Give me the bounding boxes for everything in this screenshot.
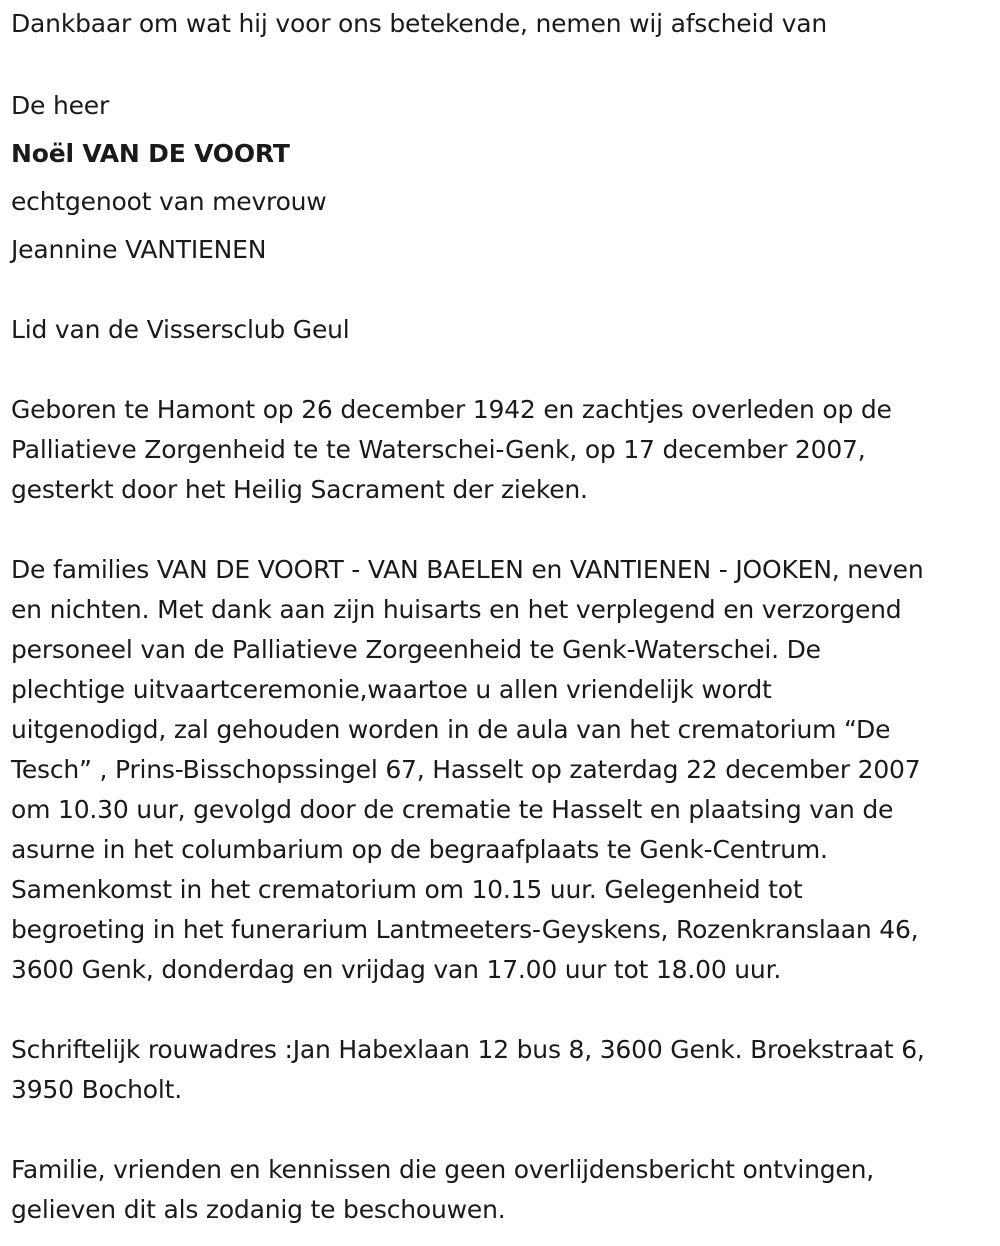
paragraph-line: plechtige uitvaartceremonie,waartoe u allen vriendelijk wordt [11,675,772,704]
paragraph-line: om 10.30 uur, gevolgd door de crematie te Hasselt en plaatsing van de [11,795,894,824]
paragraph-line: en nichten. Met dank aan zijn huisarts en het verplegend en verzorgend [11,595,902,624]
paragraph-line: gelieven dit als zodanig te beschouwen. [11,1195,506,1224]
spouse-intro: echtgenoot van mevrouw [11,187,327,216]
address-paragraph [11,1030,925,1110]
closing-paragraph [11,1150,874,1230]
paragraph-line: uitgenodigd, zal gehouden worden in de aula van het crematorium “De [11,715,891,744]
paragraph-line: Familie, vrienden en kennissen die geen overlijdensbericht ontvingen, [11,1155,875,1184]
deceased-name: Noël VAN DE VOORT [11,139,290,168]
paragraph-line: 3600 Genk, donderdag en vrijdag van 17.00 uur tot 18.00 uur. [11,955,782,984]
paragraph-line: Palliatieve Zorgenheid te te Waterschei-Genk, op 17 december 2007, [11,435,866,464]
paragraph-line: Samenkomst in het crematorium om 10.15 uur. Gelegenheid tot [11,875,803,904]
paragraph-line: begroeting in het funerarium Lantmeeters-Geyskens, Rozenkranslaan 46, [11,915,919,944]
families-paragraph [11,550,924,990]
salutation: De heer [11,91,110,120]
paragraph-line: personeel van de Palliatieve Zorgeenheid te Genk-Waterschei. De [11,635,821,664]
intro-text: Dankbaar om wat hij voor ons betekende, nemen wij afscheid van [11,9,828,38]
paragraph-line: Schriftelijk rouwadres :Jan Habexlaan 12 bus 8, 3600 Genk. Broekstraat 6, [11,1035,925,1064]
paragraph-line: 3950 Bocholt. [11,1075,182,1104]
birth-death-paragraph [11,390,892,510]
paragraph-line: Tesch” , Prins-Bisschopssingel 67, Hasselt op zaterdag 22 december 2007 [11,755,921,784]
paragraph-line: asurne in het columbarium op de begraafplaats te Genk-Centrum. [11,835,828,864]
paragraph-line: De families VAN DE VOORT - VAN BAELEN en VANTIENEN - JOOKEN, neven [11,555,924,584]
spouse-name: Jeannine VANTIENEN [11,235,267,264]
membership: Lid van de Vissersclub Geul [11,315,350,344]
paragraph-line: gesterkt door het Heilig Sacrament der zieken. [11,475,588,504]
paragraph-line: Geboren te Hamont op 26 december 1942 en zachtjes overleden op de [11,395,892,424]
